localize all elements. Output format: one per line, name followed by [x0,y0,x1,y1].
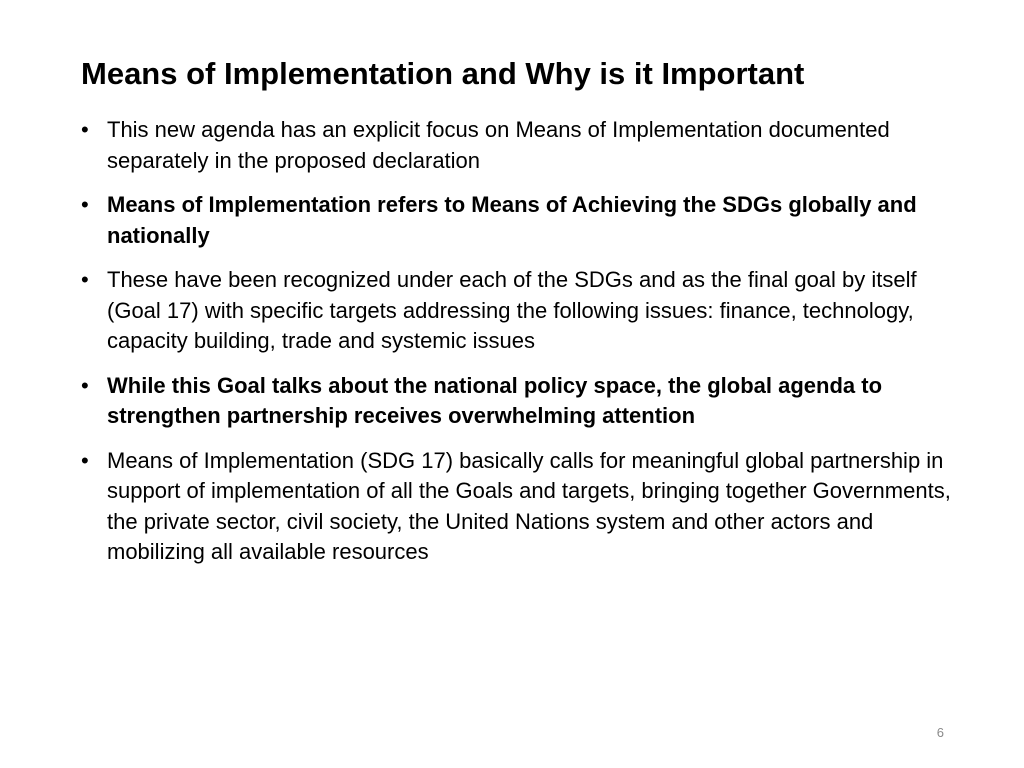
bullet-text: These have been recognized under each of the SDGs and as the final goal by itself (Goal 17) with specific targets addressing the following issues: finance, technology, capacity building, trade and systemic issues [107,267,917,353]
bullet-text: While this Goal talks about the national policy space, the global agenda to strengthen partnership receives overwhelming attention [107,372,883,428]
bullet-item-3 [81,265,956,357]
bullet-text: This new agenda has an explicit focus on Means of Implementation documented separately in the proposed declaration [107,117,890,173]
bullet-dot-icon: • [81,447,89,473]
bullet-dot-icon: • [81,192,89,217]
bullet-item-5 [81,446,956,568]
slide-number: 6 [936,725,944,740]
bullet-item-4 [81,371,956,432]
bullet-text: Means of Implementation refers to Means of Achieving the SDGs globally and nationally [107,192,917,248]
bullet-item-1 [81,115,956,176]
bullet-dot-icon: • [81,372,89,398]
bullet-dot-icon: • [81,117,89,142]
bullet-item-2 [81,190,956,251]
bullet-list [81,115,956,582]
bullet-dot-icon: • [81,267,89,292]
bullet-text: Means of Implementation (SDG 17) basically calls for meaningful global partnership in support of implementation of all the Goals and targets, bringing together Governments, the private sector, civil society, the United Nations system and other actors and mobilizing all available resources [107,447,951,564]
slide-title: Means of Implementation and Why is it Important [81,56,805,91]
